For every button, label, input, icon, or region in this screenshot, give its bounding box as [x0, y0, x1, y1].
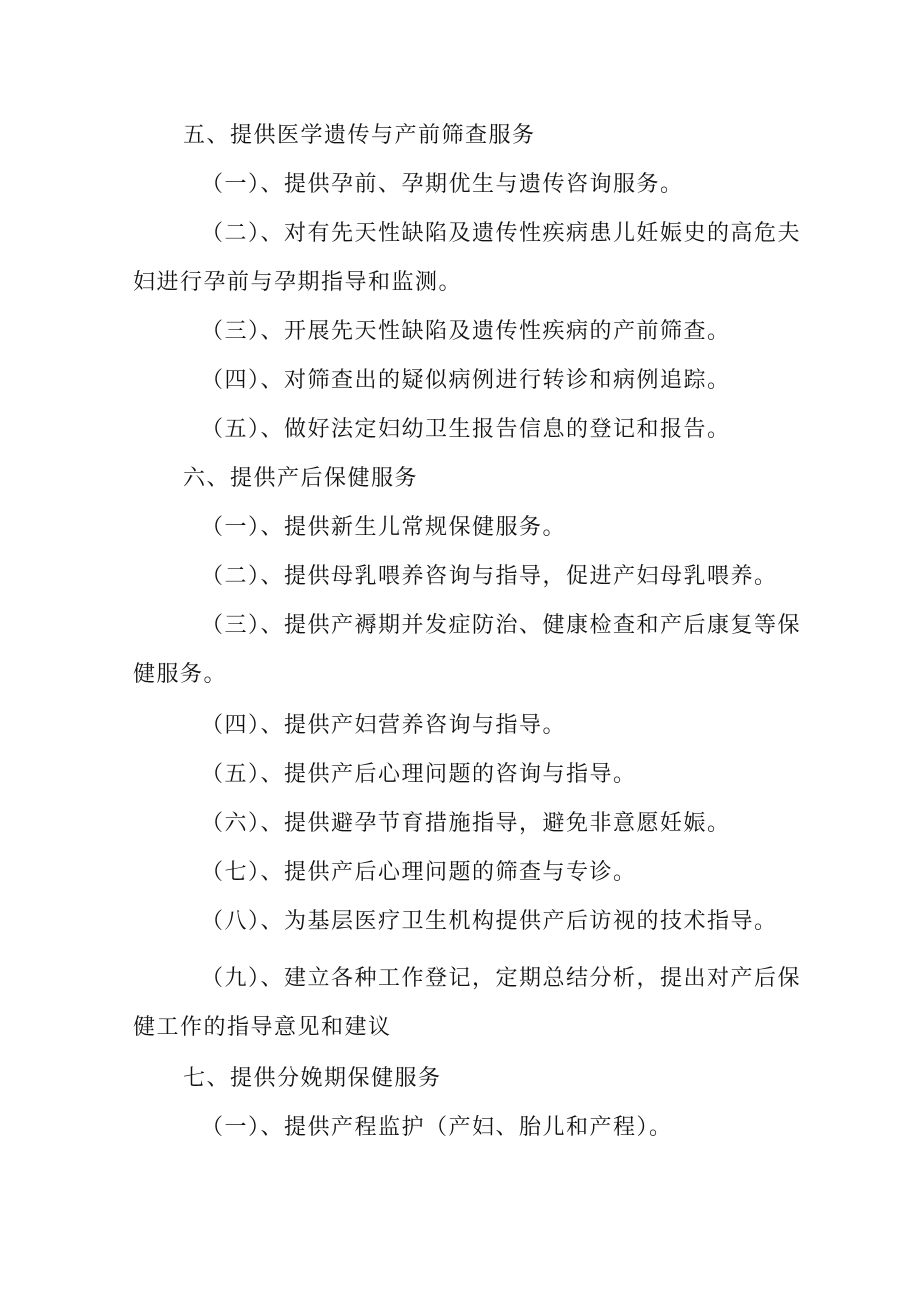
list-item: （九）、建立各种工作登记，定期总结分析，提出对产后保 — [201, 966, 802, 991]
list-item: （二）、提供母乳喂养咨询与指导，促进产妇母乳喂养。 — [201, 564, 778, 589]
list-item: （六）、提供避孕节育措施指导，避免非意愿妊娠。 — [201, 811, 731, 836]
list-item-continuation: 健工作的指导意见和建议 — [133, 1015, 392, 1040]
list-item-continuation: 妇进行孕前与孕期指导和监测。 — [133, 270, 463, 295]
section-heading-6: 六、提供产后保健服务 — [183, 466, 419, 491]
list-item: （四）、提供产妇营养咨询与指导。 — [201, 713, 567, 738]
section-heading-7: 七、提供分娩期保健服务 — [183, 1066, 442, 1091]
list-item: （八）、为基层医疗卫生机构提供产后访视的技术指导。 — [201, 909, 778, 934]
list-item: （三）、开展先天性缺陷及遗传性疾病的产前筛查。 — [201, 319, 731, 344]
list-item: （五）、做好法定妇幼卫生报告信息的登记和报告。 — [201, 417, 731, 442]
list-item: （二）、对有先天性缺陷及遗传性疾病患儿妊娠史的高危夫 — [201, 221, 802, 246]
list-item: （四）、对筛查出的疑似病例进行转诊和病例追踪。 — [201, 368, 731, 393]
list-item: （一）、提供新生儿常规保健服务。 — [201, 515, 567, 540]
list-item: （一）、提供孕前、孕期优生与遗传咨询服务。 — [201, 172, 684, 197]
list-item: （五）、提供产后心理问题的咨询与指导。 — [201, 762, 637, 787]
list-item: （一）、提供产程监护（产妇、胎儿和产程）。 — [201, 1115, 673, 1140]
section-heading-5: 五、提供医学遗传与产前筛查服务 — [183, 123, 536, 148]
list-item: （三）、提供产褥期并发症防治、健康检查和产后康复等保 — [201, 613, 802, 638]
list-item: （七）、提供产后心理问题的筛查与专诊。 — [201, 860, 637, 885]
list-item-continuation: 健服务。 — [133, 662, 228, 687]
